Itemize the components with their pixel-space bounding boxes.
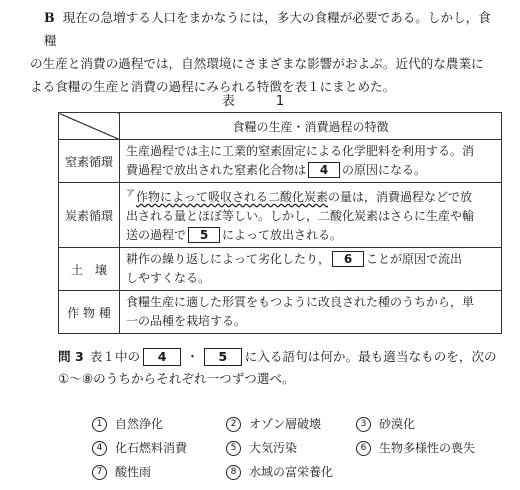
circled-number: 1 — [92, 417, 107, 432]
circled-number: 7 — [92, 465, 107, 480]
circled-number: 6 — [356, 441, 371, 456]
blank-box-5: 5 — [188, 227, 220, 243]
table-row — [59, 291, 502, 334]
table-header-row — [59, 113, 502, 140]
option-6[interactable]: 6 生物多様性の喪失 — [356, 439, 475, 456]
row-desc-crop: 食糧生産に適した形質をもつように改良された種のうちから，単 一の品種を栽培する。 — [120, 291, 502, 334]
option-5[interactable]: 5 大気汚染 — [226, 439, 297, 456]
table-row — [59, 140, 502, 183]
section-b-intro — [22, 6, 502, 98]
option-8[interactable]: 8 水域の富栄養化 — [226, 463, 333, 480]
option-2[interactable]: 2 オゾン層破壊 — [226, 415, 321, 432]
question-number: 問 3 — [58, 349, 84, 364]
blank-box-6: 6 — [332, 251, 364, 267]
row-label-carbon: 炭素循環 — [59, 183, 120, 248]
option-4[interactable]: 4 化石燃料消費 — [92, 439, 187, 456]
underlined-phrase: 作物によって吸収される二酸化炭素 — [136, 190, 329, 204]
table-row — [59, 183, 502, 248]
intro-line-3: よる食糧の生産と消費の過程にみられる特徴を表１にまとめた。 — [30, 79, 396, 94]
circled-number: 5 — [226, 441, 241, 456]
table-corner-cell — [59, 113, 120, 140]
row-label-soil: 土 壌 — [59, 248, 120, 291]
question-box-4: 4 — [143, 348, 181, 366]
circled-number: 8 — [226, 465, 241, 480]
question-line-2: ①〜⑧のうちからそれぞれ一つずつ選べ。 — [58, 371, 295, 386]
option-7[interactable]: 7 酸性雨 — [92, 463, 151, 480]
row-desc-carbon: $^ア$作物によって吸収される二酸化炭素の量は，消費過程などで放 出される量とほぼ等しい。しかし，二酸化炭素はさらに生産や輸 送の過程で 5 によって放出される。 — [120, 183, 502, 248]
annotation-a: ア — [126, 189, 136, 199]
option-1[interactable]: 1 自然浄化 — [92, 415, 163, 432]
circled-number: 4 — [92, 441, 107, 456]
question-box-5: 5 — [204, 348, 242, 366]
row-label-nitrogen: 窒素循環 — [59, 140, 120, 183]
intro-line-2: の生産と消費の過程では，自然環境にさまざまな影響がおよぶ。近代的な農業に — [30, 56, 484, 71]
row-label-crop: 作 物 種 — [59, 291, 120, 334]
feature-table — [58, 112, 502, 334]
row-desc-soil: 耕作の繰り返しによって劣化したり， 6 ことが原因で流出 しやすくなる。 — [120, 248, 502, 291]
intro-line-1: B 現在の急増する人口をまかなうには，多大の食糧が必要である。しかし，食糧 — [44, 10, 491, 48]
circled-number: 2 — [226, 417, 241, 432]
circled-number: 3 — [356, 417, 371, 432]
blank-box-4: 4 — [308, 162, 340, 178]
table-row — [59, 248, 502, 291]
question-3: 問 3 表１中の 4 ・ 5 に入る語句は何か。最も適当なものを，次の ①〜⑧のうちからそれぞれ一つずつ選べ。 — [58, 346, 508, 390]
table-header: 食糧の生産・消費過程の特徴 — [120, 113, 502, 140]
row-desc-nitrogen: 生産過程では主に工業的窒素固定による化学肥料を利用する。消 費過程で放出された窒素化合物は 4 の原因になる。 — [120, 140, 502, 183]
section-label: B — [44, 10, 55, 25]
table-caption: 表 1 — [221, 94, 299, 109]
option-3[interactable]: 3 砂漠化 — [356, 415, 415, 432]
